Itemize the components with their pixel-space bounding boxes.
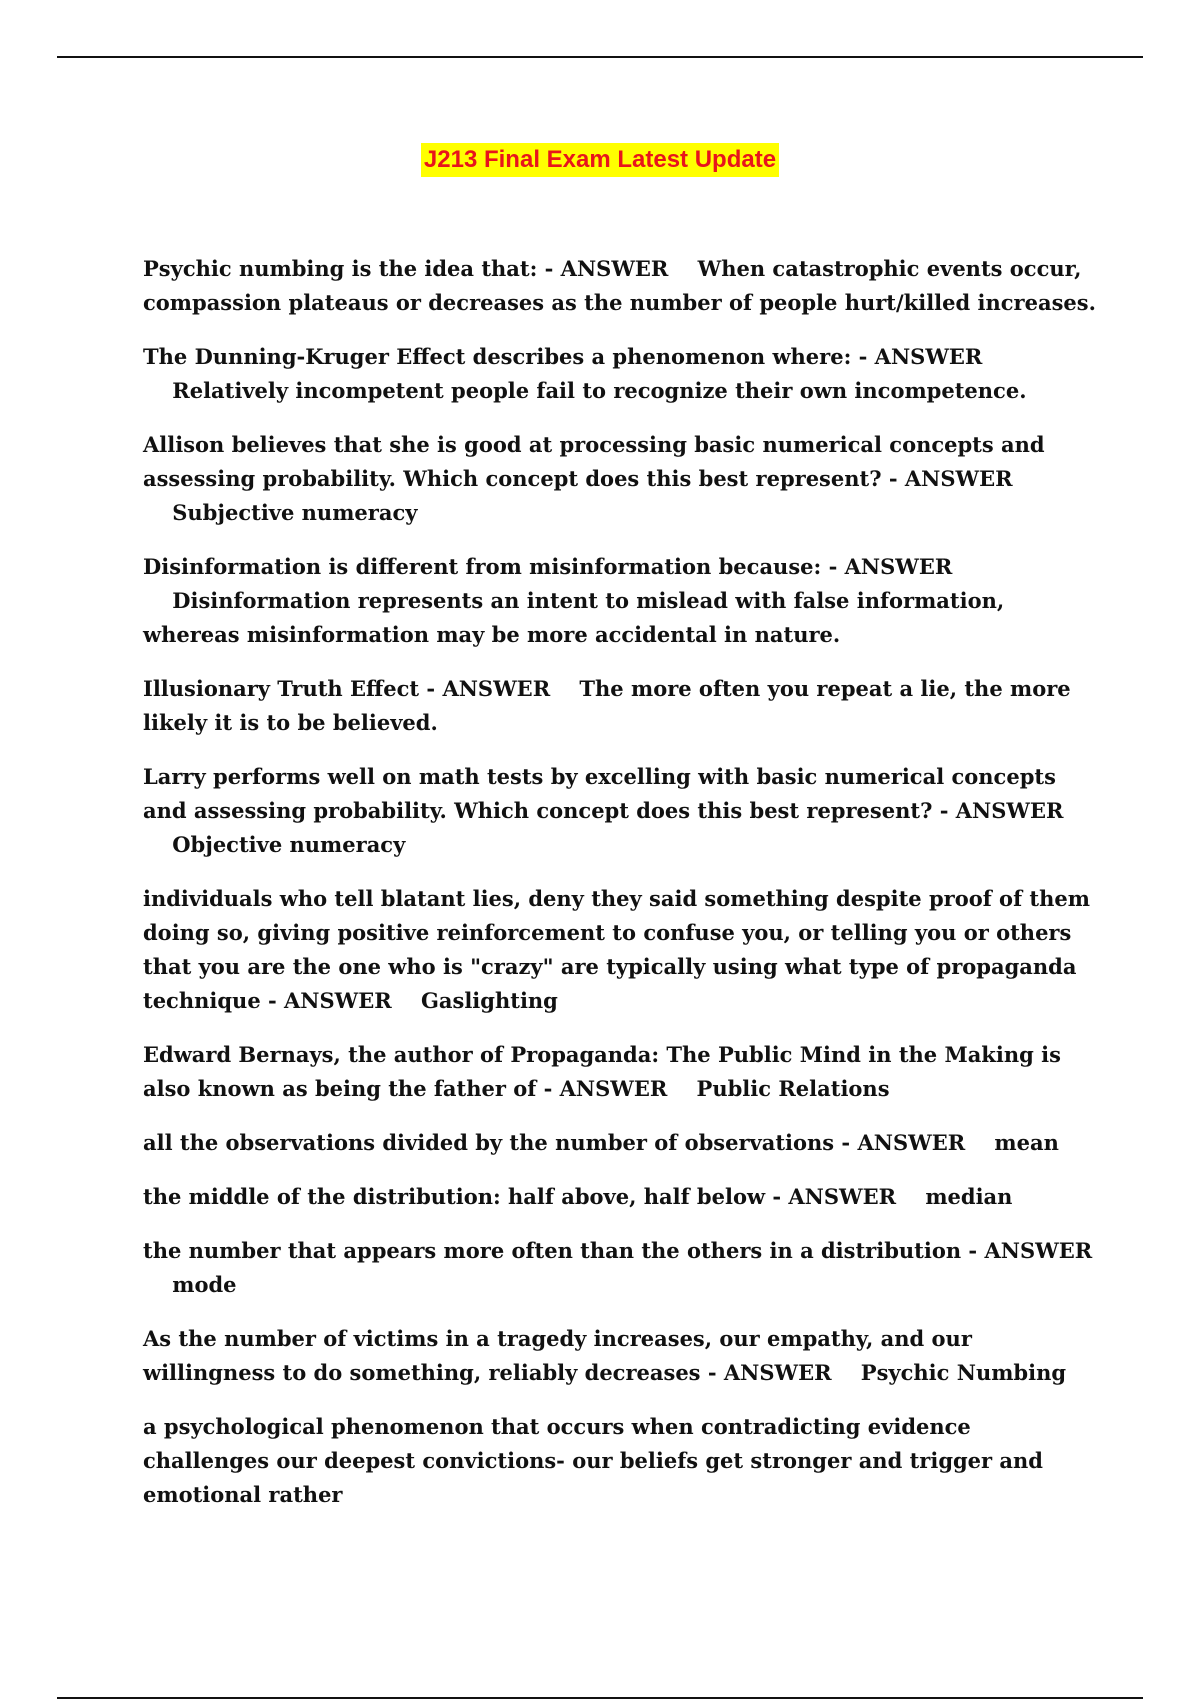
answer-text: Psychic Numbing bbox=[860, 1360, 1067, 1385]
question-text: all the observations divided by the number of observations - ANSWER bbox=[143, 1130, 966, 1155]
question-text: Illusionary Truth Effect - ANSWER bbox=[143, 676, 551, 701]
qa-item bbox=[143, 760, 1103, 862]
qa-item bbox=[143, 1410, 1103, 1512]
qa-item bbox=[143, 1234, 1103, 1302]
qa-item bbox=[143, 428, 1103, 530]
title-container bbox=[0, 143, 1200, 177]
bottom-divider bbox=[57, 1697, 1143, 1699]
answer-text: When catastrophic events occur, compassion plateaus or decreases as the number of people hurt/killed increases. bbox=[143, 256, 1096, 315]
answer-text: Relatively incompetent people fail to recognize their own incompetence. bbox=[172, 378, 1027, 403]
qa-item bbox=[143, 1126, 1103, 1160]
answer-text: Subjective numeracy bbox=[172, 500, 418, 525]
question-text: Disinformation is different from misinformation because: - ANSWER bbox=[143, 554, 953, 579]
question-text: the middle of the distribution: half above, half below - ANSWER bbox=[143, 1184, 897, 1209]
qa-item bbox=[143, 1322, 1103, 1390]
answer-text: Gaslighting bbox=[420, 988, 558, 1013]
qa-item bbox=[143, 1180, 1103, 1214]
answer-text: Public Relations bbox=[696, 1076, 890, 1101]
qa-item bbox=[143, 882, 1103, 1018]
question-text: Allison believes that she is good at processing basic numerical concepts and assessing probability. Which concept does this best represent? - ANSWER bbox=[143, 432, 1045, 491]
qa-item bbox=[143, 1038, 1103, 1106]
qa-item bbox=[143, 340, 1103, 408]
document-title: J213 Final Exam Latest Update bbox=[421, 143, 779, 177]
question-text: Psychic numbing is the idea that: - ANSWER bbox=[143, 256, 669, 281]
answer-text: The more often you repeat a lie, the more likely it is to be believed. bbox=[143, 676, 1071, 735]
qa-item bbox=[143, 252, 1103, 320]
answer-text: mean bbox=[994, 1130, 1059, 1155]
top-divider bbox=[57, 56, 1143, 58]
question-text: the number that appears more often than the others in a distribution - ANSWER bbox=[143, 1238, 1093, 1263]
question-text: Larry performs well on math tests by excelling with basic numerical concepts and assessing probability. Which concept does this best represent? - ANSWER bbox=[143, 764, 1064, 823]
answer-text: median bbox=[925, 1184, 1013, 1209]
question-text: Edward Bernays, the author of Propaganda: The Public Mind in the Making is also known as being the father of - ANSWER bbox=[143, 1042, 1061, 1101]
qa-list bbox=[143, 252, 1103, 1532]
answer-text: Objective numeracy bbox=[172, 832, 406, 857]
question-text: The Dunning-Kruger Effect describes a phenomenon where: - ANSWER bbox=[143, 344, 983, 369]
question-text: a psychological phenomenon that occurs when contradicting evidence challenges our deepest convictions- our beliefs get stronger and trigger and emotional rather bbox=[143, 1414, 1043, 1507]
question-text: individuals who tell blatant lies, deny they said something despite proof of them doing so, giving positive reinforcement to confuse you, or telling you or others that you are the one who is "crazy" are typically using what type of propaganda technique - ANSWER bbox=[143, 886, 1090, 1013]
answer-text: mode bbox=[172, 1272, 237, 1297]
question-text: As the number of victims in a tragedy increases, our empathy, and our willingness to do something, reliably decreases - ANSWER bbox=[143, 1326, 972, 1385]
qa-item bbox=[143, 550, 1103, 652]
qa-item bbox=[143, 672, 1103, 740]
answer-text: Disinformation represents an intent to mislead with false information, whereas misinformation may be more accidental in nature. bbox=[143, 588, 1005, 647]
